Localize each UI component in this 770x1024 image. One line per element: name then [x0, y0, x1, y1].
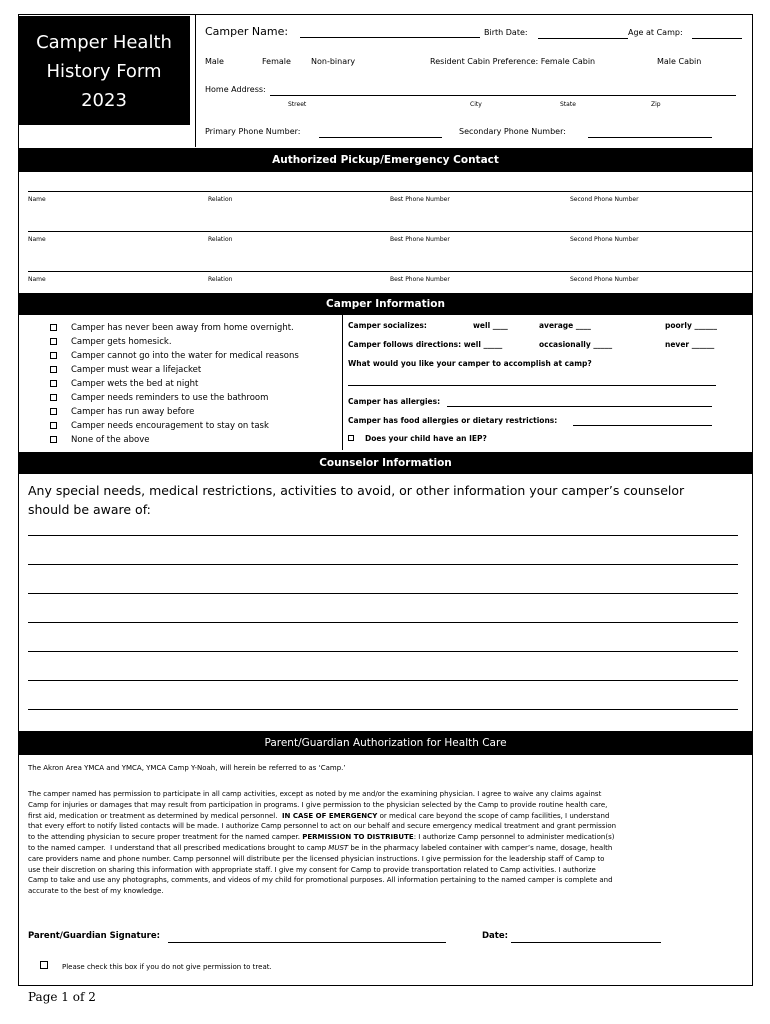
emergency-heading: IN CASE OF EMERGENCY: [281, 811, 378, 820]
home-address-label: Home Address:: [205, 85, 266, 94]
age-label: Age at Camp:: [628, 28, 683, 37]
checklist-label: Camper needs reminders to use the bathroom: [71, 393, 269, 403]
pickup-heading: Authorized Pickup/Emergency Contact: [18, 148, 753, 172]
contact-col-label: Best Phone Number: [390, 196, 450, 203]
camper-name-field[interactable]: [300, 37, 480, 38]
socializes-well[interactable]: well ____: [473, 321, 508, 330]
signature-field[interactable]: [168, 942, 446, 943]
checklist-item[interactable]: [50, 391, 299, 405]
auth-text: or medical care beyond the scope of camp facilities, I understand: [377, 811, 610, 820]
age-field[interactable]: [692, 38, 742, 39]
auth-text: be in the pharmacy labeled container with camper’s name, dosage, health: [348, 843, 613, 852]
camper-name-label: Camper Name:: [205, 25, 289, 38]
counselor-answer-line[interactable]: [28, 564, 738, 565]
checklist-label: Camper wets the bed at night: [71, 379, 199, 389]
page-number: Page 1 of 2: [28, 990, 96, 1004]
checklist-item[interactable]: [50, 321, 299, 335]
counselor-answer-line[interactable]: [28, 709, 738, 710]
allergies-field[interactable]: [447, 406, 712, 407]
counselor-answer-line[interactable]: [28, 622, 738, 623]
camper-info-heading: Camper Information: [18, 293, 753, 315]
checkbox-icon[interactable]: [50, 338, 57, 345]
must-emphasis: MUST: [328, 843, 349, 852]
checkbox-icon[interactable]: [50, 436, 57, 443]
checklist-label: Camper cannot go into the water for medical reasons: [71, 351, 299, 361]
auth-line: care providers name and phone number. Camp personnel will distribute per the licensed physician instructions. I give permission for the leadership staff of Camp to: [28, 854, 605, 863]
checkbox-icon[interactable]: [50, 422, 57, 429]
counselor-answer-line[interactable]: [28, 593, 738, 594]
checklist-label: Camper gets homesick.: [71, 337, 172, 347]
authorization-heading: Parent/Guardian Authorization for Health Care: [18, 731, 753, 755]
counselor-prompt: Any special needs, medical restrictions, activities to avoid, or other information your camper’s counselor should be aware of:: [28, 483, 685, 517]
contact-col-label: Name: [28, 196, 46, 203]
cabin-preference-label[interactable]: Resident Cabin Preference: Female Cabin: [430, 57, 596, 66]
title-box: [18, 16, 190, 125]
contact-col-label: Best Phone Number: [390, 276, 450, 283]
directions-label[interactable]: Camper follows directions: well _____: [348, 340, 503, 349]
contact-line[interactable]: [28, 231, 752, 232]
header-divider: [195, 14, 196, 147]
auth-line: Camp to take and use any photographs, comments, and videos of my child for promotional purposes. All information pertaining to the named camper is complete and: [28, 876, 613, 885]
primary-phone-label: Primary Phone Number:: [205, 127, 301, 136]
contact-line[interactable]: [28, 271, 752, 272]
title-line3: 2023: [81, 90, 127, 111]
contact-col-label: Second Phone Number: [570, 196, 639, 203]
checklist-label: Camper has run away before: [71, 407, 195, 417]
auth-line: Camp for injuries or damages that may result from participation in programs. I give permission to the physician selected by the Camp to provide routine health care,: [28, 800, 608, 809]
auth-text: : I authorize Camp personnel to administer medication(s): [413, 833, 615, 842]
auth-line: use their discretion on sharing this information with appropriate staff. I give my consent for Camp to provide transportation related to Camp activities. I authorize: [28, 865, 596, 874]
birth-date-field[interactable]: [538, 38, 628, 39]
auth-text: first aid, medication or treatment as determined by medical personnel.: [28, 811, 282, 820]
checklist-label: Camper must wear a lifejacket: [71, 365, 202, 375]
auth-line: [28, 843, 616, 854]
checkbox-icon[interactable]: [50, 324, 57, 331]
contact-col-label: Relation: [208, 236, 233, 243]
counselor-answer-line[interactable]: [28, 651, 738, 652]
no-permission-label: Please check this box if you do not give permission to treat.: [62, 963, 272, 971]
checklist-item[interactable]: [50, 405, 299, 419]
allergies-label: Camper has allergies:: [348, 397, 441, 406]
directions-occasionally[interactable]: occasionally _____: [539, 340, 613, 349]
authorization-body: [28, 789, 616, 897]
contact-col-label: Relation: [208, 196, 233, 203]
auth-text: to the named camper. I understand that all prescribed medications brought to camp: [28, 843, 329, 852]
date-label: Date:: [482, 931, 509, 941]
address-city: City: [470, 101, 482, 108]
auth-line: accurate to the best of my knowledge.: [28, 887, 164, 896]
distribute-heading: PERMISSION TO DISTRIBUTE: [302, 833, 414, 842]
contact-col-label: Second Phone Number: [570, 276, 639, 283]
auth-line: [28, 811, 616, 822]
contact-col-label: Name: [28, 236, 46, 243]
socializes-label: Camper socializes:: [348, 321, 427, 330]
iep-checkbox[interactable]: [348, 435, 354, 441]
signature-label: Parent/Guardian Signature:: [28, 931, 160, 941]
contact-col-label: Second Phone Number: [570, 236, 639, 243]
secondary-phone-field[interactable]: [588, 137, 712, 138]
checkbox-icon[interactable]: [50, 352, 57, 359]
auth-line: The camper named has permission to participate in all camp activities, except as noted by me and/or the examining physician. I agree to waive any claims against: [28, 790, 602, 798]
accomplish-field[interactable]: [348, 385, 716, 386]
counselor-answer-line[interactable]: [28, 680, 738, 681]
checklist-item[interactable]: [50, 349, 299, 363]
food-allergies-label: Camper has food allergies or dietary restrictions:: [348, 416, 558, 425]
contact-line[interactable]: [28, 191, 752, 192]
birth-date-label: Birth Date:: [484, 28, 528, 37]
checklist-item[interactable]: [50, 377, 299, 391]
address-zip: Zip: [651, 101, 661, 108]
title-line2: History Form: [46, 61, 162, 82]
checklist-item[interactable]: [50, 419, 299, 433]
primary-phone-field[interactable]: [319, 137, 442, 138]
checklist-item[interactable]: [50, 363, 299, 377]
counselor-answer-line[interactable]: [28, 535, 738, 536]
checkbox-icon[interactable]: [50, 408, 57, 415]
socializes-poorly[interactable]: poorly ______: [665, 321, 717, 330]
checklist-item[interactable]: [50, 335, 299, 349]
socializes-average[interactable]: average ____: [539, 321, 591, 330]
gender-nonbinary[interactable]: Non-binary: [311, 57, 356, 66]
auth-line: that every effort to notify listed contacts will be made. I authorize Camp personnel to act on our behalf and secure emergency medical treatment and grant permission: [28, 822, 617, 831]
checklist-label: Camper needs encouragement to stay on task: [71, 421, 269, 431]
checkbox-icon[interactable]: [50, 366, 57, 373]
contact-col-label: Best Phone Number: [390, 236, 450, 243]
checklist-label: Camper has never been away from home overnight.: [71, 323, 294, 333]
checkbox-icon[interactable]: [50, 380, 57, 387]
title-line1: Camper Health: [36, 32, 172, 53]
camper-checklist: [50, 321, 299, 447]
food-allergies-field[interactable]: [573, 425, 712, 426]
iep-question: Does your child have an IEP?: [365, 434, 487, 443]
auth-line: [28, 832, 616, 843]
cabin-male[interactable]: Male Cabin: [657, 57, 702, 66]
auth-text: to the attending physician to secure proper treatment for the named camper.: [28, 833, 303, 842]
secondary-phone-label: Secondary Phone Number:: [459, 127, 566, 136]
no-permission-checkbox[interactable]: [40, 961, 48, 969]
counselor-heading: Counselor Information: [18, 452, 753, 474]
contact-col-label: Relation: [208, 276, 233, 283]
checkbox-icon[interactable]: [50, 394, 57, 401]
authorization-intro: The Akron Area YMCA and YMCA, YMCA Camp Y-Noah, will herein be referred to as ‘Camp.’: [28, 764, 346, 772]
gender-male[interactable]: Male: [205, 57, 224, 66]
contact-col-label: Name: [28, 276, 46, 283]
accomplish-question: What would you like your camper to accomplish at camp?: [348, 359, 592, 368]
date-field[interactable]: [511, 942, 661, 943]
camper-info-divider: [342, 315, 343, 450]
checklist-label: None of the above: [71, 435, 150, 445]
address-street: Street: [288, 101, 307, 108]
home-address-field[interactable]: [270, 95, 736, 96]
gender-female[interactable]: Female: [262, 57, 291, 66]
checklist-item[interactable]: [50, 433, 299, 447]
directions-never[interactable]: never ______: [665, 340, 715, 349]
address-state: State: [560, 101, 576, 108]
